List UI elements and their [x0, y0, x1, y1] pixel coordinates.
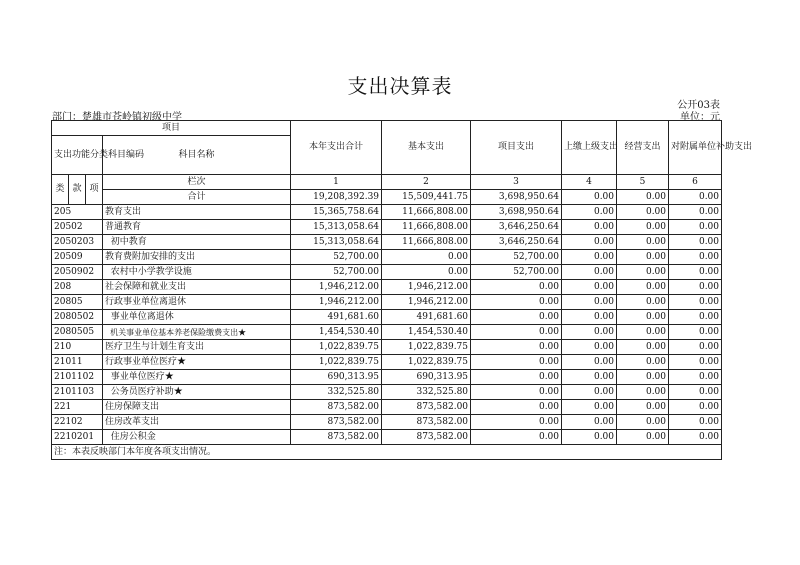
row-value: 11,666,808.00 [382, 205, 471, 220]
header-subject-name: 科目名称 [103, 136, 291, 175]
row-value: 0.00 [562, 295, 617, 310]
row-value: 1,022,839.75 [291, 340, 382, 355]
row-value: 0.00 [617, 385, 669, 400]
header-lei: 类 [52, 175, 69, 205]
row-value: 0.00 [471, 400, 562, 415]
row-value: 873,582.00 [382, 430, 471, 445]
row-value: 0.00 [669, 280, 722, 295]
column-number: 5 [617, 175, 669, 190]
table-row [52, 325, 722, 340]
row-value: 0.00 [562, 430, 617, 445]
row-value: 1,022,839.75 [382, 340, 471, 355]
row-value: 0.00 [617, 400, 669, 415]
row-value: 0.00 [562, 310, 617, 325]
row-value: 0.00 [669, 205, 722, 220]
form-number: 公开03表 [677, 100, 720, 111]
row-subject-name: 教育支出 [103, 205, 291, 220]
row-value: 873,582.00 [291, 430, 382, 445]
row-value: 0.00 [471, 295, 562, 310]
header-xiang: 项 [86, 175, 103, 205]
totals-value: 0.00 [617, 190, 669, 205]
table-row [52, 385, 722, 400]
department-label: 部门：楚雄市苍岭镇初级中学 [52, 112, 182, 123]
row-value: 491,681.60 [291, 310, 382, 325]
row-value: 1,946,212.00 [291, 280, 382, 295]
row-value: 0.00 [562, 250, 617, 265]
row-value: 15,313,058.64 [291, 220, 382, 235]
row-code: 205 [52, 205, 103, 220]
table-row [52, 370, 722, 385]
row-code: 2050203 [52, 235, 103, 250]
row-value: 0.00 [669, 250, 722, 265]
totals-value: 19,208,392.39 [291, 190, 382, 205]
row-value: 0.00 [562, 370, 617, 385]
row-value: 0.00 [471, 340, 562, 355]
row-value: 0.00 [382, 265, 471, 280]
row-value: 0.00 [669, 220, 722, 235]
table-row [52, 400, 722, 415]
row-value: 0.00 [562, 325, 617, 340]
row-value: 873,582.00 [291, 415, 382, 430]
row-value: 0.00 [562, 400, 617, 415]
row-code: 2101102 [52, 370, 103, 385]
row-value: 0.00 [562, 235, 617, 250]
row-value: 0.00 [471, 325, 562, 340]
row-subject-name: 机关事业单位基本养老保险缴费支出★ [103, 325, 291, 340]
expenditure-table [51, 120, 753, 460]
row-value: 1,454,530.40 [382, 325, 471, 340]
row-value: 0.00 [617, 235, 669, 250]
row-value: 52,700.00 [291, 265, 382, 280]
row-value: 0.00 [669, 400, 722, 415]
row-value: 11,666,808.00 [382, 220, 471, 235]
table-row [52, 310, 722, 325]
row-value: 3,698,950.64 [471, 205, 562, 220]
header-total: 本年支出合计 [291, 121, 382, 175]
row-code: 21011 [52, 355, 103, 370]
row-code: 2050902 [52, 265, 103, 280]
column-number: 1 [291, 175, 382, 190]
row-subject-name: 住房公积金 [103, 430, 291, 445]
row-value: 1,454,530.40 [291, 325, 382, 340]
row-value: 491,681.60 [382, 310, 471, 325]
row-value: 0.00 [669, 430, 722, 445]
row-value: 0.00 [562, 340, 617, 355]
row-value: 0.00 [562, 415, 617, 430]
row-code: 2101103 [52, 385, 103, 400]
row-value: 873,582.00 [291, 400, 382, 415]
row-value: 0.00 [617, 415, 669, 430]
row-value: 0.00 [562, 355, 617, 370]
row-value: 1,022,839.75 [382, 355, 471, 370]
row-value: 15,365,758.64 [291, 205, 382, 220]
row-value: 3,646,250.64 [471, 235, 562, 250]
row-value: 0.00 [669, 355, 722, 370]
row-value: 52,700.00 [471, 250, 562, 265]
table-row [52, 280, 722, 295]
row-value: 0.00 [617, 295, 669, 310]
row-value: 0.00 [669, 310, 722, 325]
row-value: 0.00 [562, 220, 617, 235]
row-code: 221 [52, 400, 103, 415]
row-value: 332,525.80 [291, 385, 382, 400]
row-value: 0.00 [669, 235, 722, 250]
row-value: 0.00 [471, 310, 562, 325]
header-row-1 [52, 121, 722, 136]
row-value: 0.00 [617, 250, 669, 265]
row-subject-name: 行政事业单位离退休 [103, 295, 291, 310]
totals-label: 合计 [103, 190, 291, 205]
row-value: 0.00 [617, 430, 669, 445]
row-value: 52,700.00 [291, 250, 382, 265]
table-row [52, 250, 722, 265]
row-value: 0.00 [471, 415, 562, 430]
row-code: 20509 [52, 250, 103, 265]
column-number: 2 [382, 175, 471, 190]
row-value: 0.00 [471, 430, 562, 445]
totals-row [52, 190, 722, 205]
row-value: 0.00 [669, 325, 722, 340]
row-value: 1,946,212.00 [382, 295, 471, 310]
row-code: 210 [52, 340, 103, 355]
row-value: 52,700.00 [471, 265, 562, 280]
row-value: 332,525.80 [382, 385, 471, 400]
row-value: 3,646,250.64 [471, 220, 562, 235]
header-basic: 基本支出 [382, 121, 471, 175]
table-row [52, 415, 722, 430]
page-title: 支出决算表 [347, 74, 453, 98]
totals-value: 0.00 [669, 190, 722, 205]
row-code: 22102 [52, 415, 103, 430]
note-row [52, 445, 722, 460]
header-business: 经营支出 [617, 121, 669, 175]
row-value: 0.00 [669, 340, 722, 355]
row-value: 690,313.95 [382, 370, 471, 385]
row-code: 2210201 [52, 430, 103, 445]
row-subject-name: 医疗卫生与计划生育支出 [103, 340, 291, 355]
row-value: 0.00 [617, 370, 669, 385]
row-value: 0.00 [617, 265, 669, 280]
row-value: 1,946,212.00 [291, 295, 382, 310]
table-row [52, 265, 722, 280]
header-project: 项目 [52, 121, 291, 136]
row-value: 0.00 [471, 370, 562, 385]
row-code: 20502 [52, 220, 103, 235]
totals-value: 15,509,441.75 [382, 190, 471, 205]
row-code: 208 [52, 280, 103, 295]
row-value: 0.00 [669, 370, 722, 385]
row-subject-name: 普通教育 [103, 220, 291, 235]
column-number: 4 [562, 175, 617, 190]
row-value: 0.00 [669, 385, 722, 400]
table-row [52, 220, 722, 235]
row-value: 11,666,808.00 [382, 235, 471, 250]
table-row [52, 295, 722, 310]
row-value: 0.00 [617, 280, 669, 295]
column-number-row [52, 175, 722, 190]
row-subject-name: 事业单位医疗★ [103, 370, 291, 385]
row-value: 873,582.00 [382, 415, 471, 430]
row-subject-name: 初中教育 [103, 235, 291, 250]
table-note: 注：本表反映部门本年度各项支出情况。 [52, 445, 722, 460]
row-value: 0.00 [617, 205, 669, 220]
row-subject-name: 公务员医疗补助★ [103, 385, 291, 400]
unit-label: 单位：元 [680, 112, 720, 123]
table-row [52, 340, 722, 355]
row-value: 0.00 [617, 325, 669, 340]
table-row [52, 205, 722, 220]
row-code: 2080502 [52, 310, 103, 325]
totals-value: 3,698,950.64 [471, 190, 562, 205]
row-value: 0.00 [562, 280, 617, 295]
row-value: 0.00 [562, 265, 617, 280]
totals-value: 0.00 [562, 190, 617, 205]
column-number: 3 [471, 175, 562, 190]
row-value: 0.00 [617, 310, 669, 325]
row-value: 690,313.95 [291, 370, 382, 385]
row-subject-name: 社会保障和就业支出 [103, 280, 291, 295]
row-value: 0.00 [382, 250, 471, 265]
row-code: 2080505 [52, 325, 103, 340]
table-row [52, 235, 722, 250]
row-subject-name: 住房改革支出 [103, 415, 291, 430]
row-value: 0.00 [562, 205, 617, 220]
row-value: 0.00 [471, 385, 562, 400]
lanci-label: 栏次 [103, 175, 291, 190]
row-subject-name: 住房保障支出 [103, 400, 291, 415]
row-value: 0.00 [669, 415, 722, 430]
header-subsidiary: 对附属单位补助支出 [669, 121, 722, 175]
header-func-code: 支出功能分类科目编码 [52, 136, 103, 175]
row-value: 0.00 [471, 280, 562, 295]
row-value: 0.00 [669, 265, 722, 280]
row-value: 0.00 [471, 355, 562, 370]
row-value: 1,022,839.75 [291, 355, 382, 370]
row-value: 0.00 [617, 220, 669, 235]
row-code: 20805 [52, 295, 103, 310]
header-upper: 上缴上级支出 [562, 121, 617, 175]
row-value: 15,313,058.64 [291, 235, 382, 250]
row-subject-name: 教育费附加安排的支出 [103, 250, 291, 265]
row-value: 0.00 [617, 355, 669, 370]
row-subject-name: 农村中小学教学设施 [103, 265, 291, 280]
header-project-expenditure: 项目支出 [471, 121, 562, 175]
header-kuan: 款 [69, 175, 86, 205]
row-subject-name: 事业单位离退休 [103, 310, 291, 325]
row-subject-name: 行政事业单位医疗★ [103, 355, 291, 370]
row-value: 0.00 [562, 385, 617, 400]
row-value: 0.00 [669, 295, 722, 310]
row-value: 0.00 [617, 340, 669, 355]
table-row [52, 355, 722, 370]
row-value: 1,946,212.00 [382, 280, 471, 295]
column-number: 6 [669, 175, 722, 190]
row-value: 873,582.00 [382, 400, 471, 415]
table-row [52, 430, 722, 445]
